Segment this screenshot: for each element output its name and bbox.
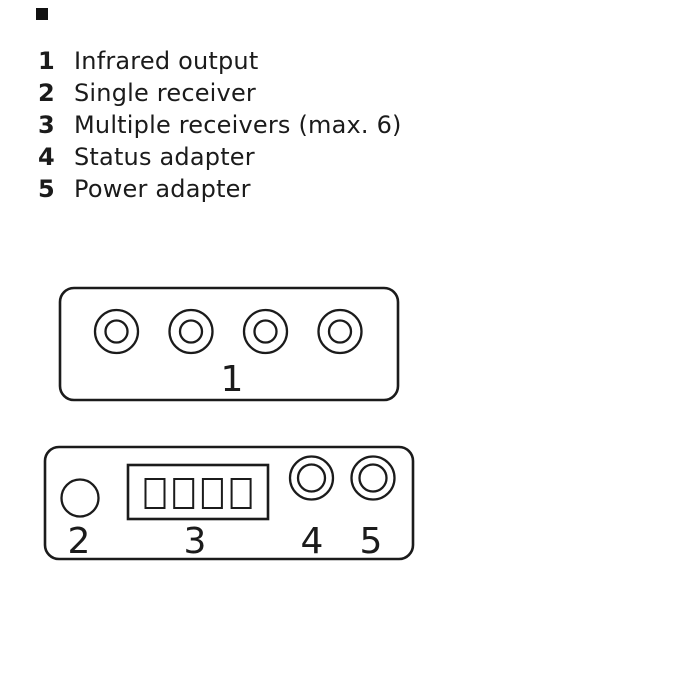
dip-switch-4 — [232, 479, 251, 508]
jack-inner-ring — [298, 465, 325, 492]
ir-output-jack-2 — [170, 310, 213, 353]
legend-number: 1 — [38, 47, 55, 75]
ir-output-jack-4 — [319, 310, 362, 353]
ir-output-jack-3 — [244, 310, 287, 353]
jack-outer-ring — [244, 310, 287, 353]
back-panel-callout-4: 4 — [300, 521, 324, 562]
back-panel-callout-3: 3 — [183, 521, 207, 562]
jack-outer-ring — [319, 310, 362, 353]
back-panel-callout-5: 5 — [359, 521, 383, 562]
dip-switch-block — [128, 465, 268, 519]
jack-inner-ring — [106, 321, 128, 343]
front-panel-callout-1: 1 — [220, 359, 244, 400]
dip-switch-frame — [128, 465, 268, 519]
legend-number: 5 — [38, 175, 55, 203]
legend-label: Single receiver — [74, 79, 256, 107]
back-panel-callout-2: 2 — [67, 521, 91, 562]
dip-switch-3 — [203, 479, 222, 508]
legend-label: Multiple receivers (max. 6) — [74, 111, 402, 139]
power-adapter-jack — [352, 457, 395, 500]
front-panel — [60, 288, 398, 400]
back-panel — [45, 447, 413, 562]
jack-inner-ring — [255, 321, 277, 343]
legend-label: Power adapter — [74, 175, 251, 203]
jack-inner-ring — [360, 465, 387, 492]
legend-number: 2 — [38, 79, 55, 107]
jack-outer-ring — [95, 310, 138, 353]
jack-outer-ring — [290, 457, 333, 500]
legend-label: Status adapter — [74, 143, 255, 171]
jack-inner-ring — [180, 321, 202, 343]
ir-output-jack-1 — [95, 310, 138, 353]
legend-label: Infrared output — [74, 47, 259, 75]
single-receiver-jack — [62, 480, 99, 517]
status-adapter-jack — [290, 457, 333, 500]
jack-outer-ring — [170, 310, 213, 353]
legend-number: 4 — [38, 143, 55, 171]
dip-switch-2 — [174, 479, 193, 508]
jack-outer-ring — [352, 457, 395, 500]
legend-number: 3 — [38, 111, 55, 139]
dip-switch-1 — [146, 479, 165, 508]
jack-inner-ring — [329, 321, 351, 343]
